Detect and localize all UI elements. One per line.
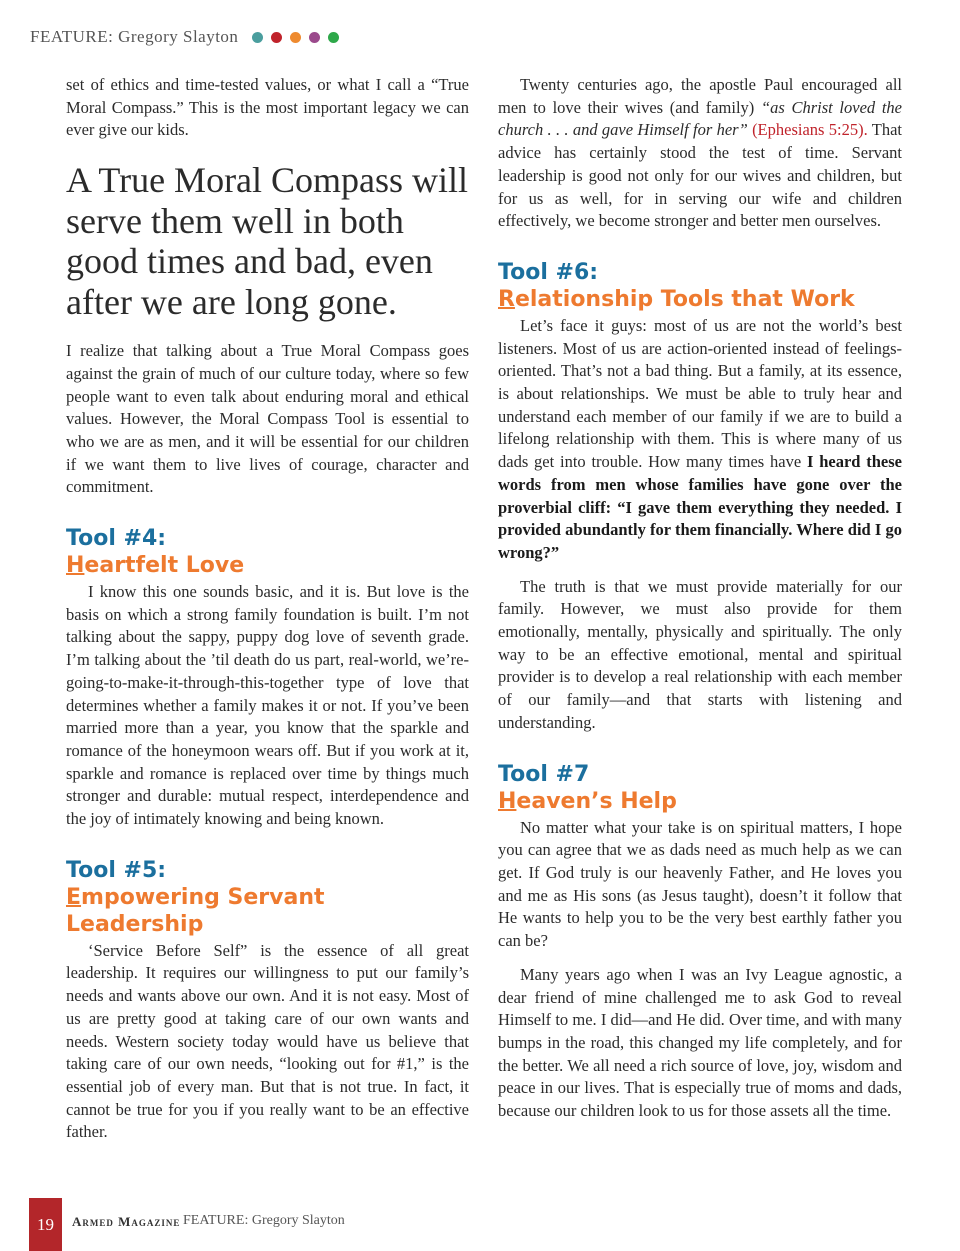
magazine-name: Armed Magazine (72, 1214, 181, 1229)
dot-orange-icon (290, 32, 301, 43)
footer-feature: FEATURE: Gregory Slayton (183, 1213, 345, 1228)
dot-green-icon (328, 32, 339, 43)
ephesians-paragraph: Twenty centuries ago, the apostle Paul encouraged all men to love their wives (and family) “as Christ loved the church . . . and gave Himself for her” (Ephesians 5:25). That advice has certainly stood the test of time. Servant leadership is good not only for our wives and children, but for us as well, for in serving our wife and children effectively, we become stronger and better men ourselves. (498, 75, 902, 231)
page-number: 19 (29, 1198, 62, 1251)
dot-teal-icon (252, 32, 263, 43)
decorative-dots (252, 32, 339, 43)
tool4-number: Tool #4: (66, 526, 167, 552)
tool6-body-2: The truth is that we must provide materially for our family. However, we must also provide for them emotionally, mentally, physically and spiritually. The only way to be an effective emotional, mental and spiritual provider is to develop a real relationship with each member of our family—and that starts with listening and understanding. (498, 576, 902, 732)
tool4-heading (66, 525, 469, 579)
tool6-body: Let’s face it guys: most of us are not the world’s best listeners. Most of us are action-oriented instead of feelings-oriented. That’s not a bad thing. But a family, at its essence, is about relationships. We must be able to truly hear and understand each member of our family if we are to build a lifelong relationship with them. This is where many of us dads get into trouble. How many times have I heard these words from men whose families have gone over the proverbial cliff: “I gave them everything they needed. I provided abundantly for them financially. Where did I go wrong?” (498, 315, 902, 562)
tool6-title: Relationship Tools that Work (498, 286, 855, 312)
pull-quote: A True Moral Compass will serve them well in both good times and bad, even after we are long gone. (66, 160, 469, 322)
tool7-body: No matter what your take is on spiritual matters, I hope you can agree that we as dads need as much help as we can get. If God truly is our heavenly Father, and He loves you and me as His sons (as Jesus taught), doesn’t it follow that He wants to help you to be the very best earthly father you can be? (498, 817, 902, 951)
dot-red-icon (271, 32, 282, 43)
tool5-body: ‘Service Before Self” is the essence of all great leadership. It requires our willingness to put our family’s needs and wants above our own. And it is not easy. Most of us are pretty good at taking care of our own wants and needs. Western society today would have us believe that taking care of our own needs, “looking out for #1,” is the essential job of every man. But that is not true. In fact, it cannot be true for you if you really want to be an effective father. (66, 940, 469, 1142)
tool7-title: Heaven’s Help (498, 788, 677, 814)
tool4-title: Heartfelt Love (66, 553, 245, 579)
moral-compass-paragraph: I realize that talking about a True Moral Compass goes against the grain of much of our culture today, where so few people want to even talk about enduring moral and ethical values. However, the Moral Compass Tool is essential to who we are as men, and it will be essential for our children if we want them to live lives of courage, character and commitment. (66, 341, 469, 497)
page-footer (0, 1198, 960, 1251)
tool4-body: I know this one sounds basic, and it is. But love is the basis on which a strong family foundation is built. I’m not talking about the sappy, puppy dog love of seventh grade. I’m talking about the ’til death do us part, real-world, we’re-going-to-make-it-through-this-together type of love that determines whether a family makes it or not. If you’ve been married more than a year, you know that the sparkle and romance of the honeymoon wears off. But if you work at it, sparkle and romance is replaced over time by things much stronger and durable: mutual respect, interdependence and the joy of intimately knowing and being known. (66, 582, 469, 829)
tool5-number: Tool #5: (66, 857, 167, 883)
tool5-heading (66, 857, 469, 938)
dot-purple-icon (309, 32, 320, 43)
tool7-number: Tool #7 (498, 761, 590, 787)
tool7-body-2: Many years ago when I was an Ivy League agnostic, a dear friend of mine challenged me to ask God to reveal Himself to me. I did—and He did. Over time, and with many bumps in the road, this changed my life completely, and for the better. We all need a rich source of love, joy, wisdom and peace in our lives. That is especially true of moms and dads, because our children look to us for those assets all the time. (498, 964, 902, 1121)
tool6-bold-quote: I heard these words from men whose families have gone over the proverbial cliff: “I gave them everything they needed. I provided abundantly for them financially. Where did I go wrong?” (498, 452, 902, 562)
verse-reference: (Ephesians 5:25). (747, 120, 868, 140)
tool6-number: Tool #6: (498, 259, 599, 285)
right-column (498, 74, 902, 1123)
tool6-heading (498, 259, 902, 313)
left-column (66, 74, 469, 1144)
tool7-heading (498, 761, 902, 815)
header-title: FEATURE: Gregory Slayton (30, 27, 239, 46)
running-header (30, 24, 339, 50)
tool5-title: Empowering Servant Leadership (66, 884, 325, 937)
intro-paragraph: set of ethics and time-tested values, or what I call a “True Moral Compass.” This is the most important legacy we can ever give our kids. (66, 75, 469, 140)
scripture-quote: “as Christ loved the church . . . and gave Himself for her” (498, 97, 902, 140)
